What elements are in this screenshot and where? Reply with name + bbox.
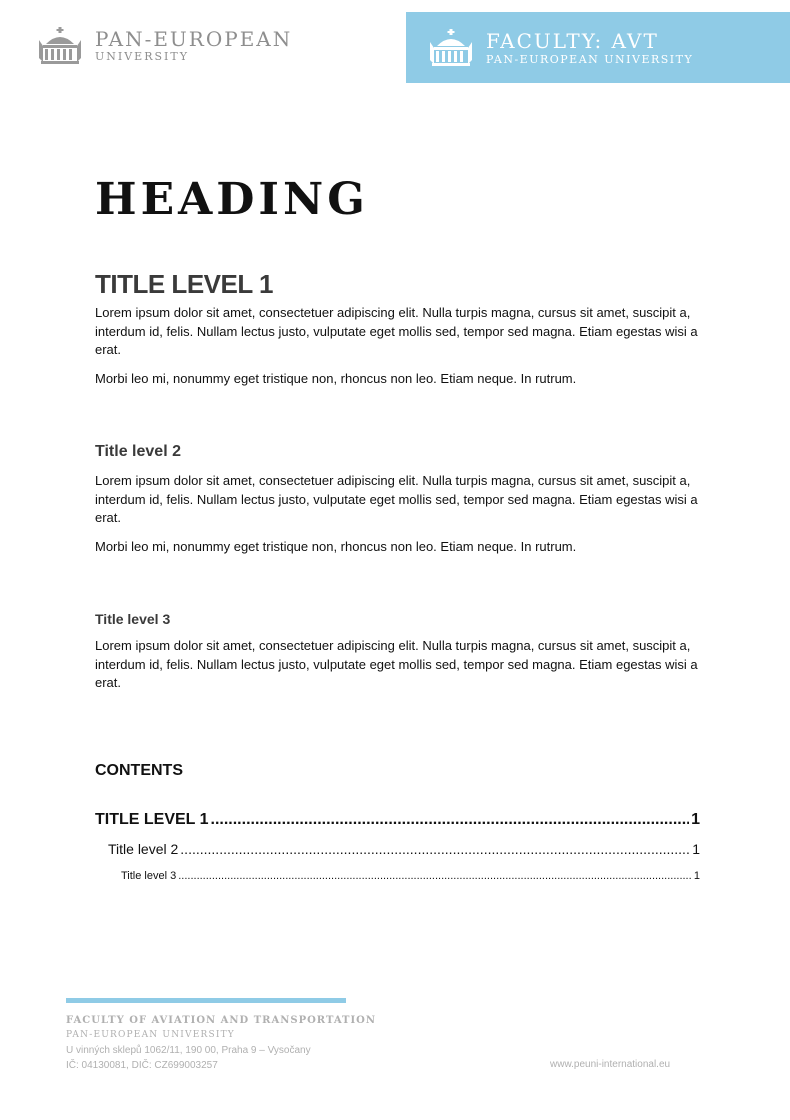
title-level-3: Title level 3: [95, 611, 171, 627]
title-level-2: Title level 2: [95, 443, 181, 460]
toc-leader-dots: [211, 810, 690, 830]
footer-address: U vinných sklepů 1062/11, 190 00, Praha 9 – Vysočany: [66, 1045, 311, 1056]
university-name: PAN-EUROPEAN: [95, 27, 293, 51]
toc-entry-page: 1: [693, 869, 700, 882]
toc-entry-page: 1: [692, 840, 700, 857]
document-body: [95, 170, 700, 883]
toc-entry-label: Title level 3: [121, 869, 177, 882]
university-logo: [38, 26, 292, 66]
faculty-subtitle: PAN-EUROPEAN UNIVERSITY: [486, 52, 694, 66]
footer-accent-bar: [66, 998, 346, 1003]
paragraph: Lorem ipsum dolor sit amet, consectetuer adipiscing elit. Nulla turpis magna, cursus sit amet, suscipit a, interdum id, felis. Nullam lectus justo, vulputate eget mollis sed, tempor sed magna. Etiam egestas wisi a erat.: [95, 305, 698, 357]
toc-entry-level-2[interactable]: [95, 840, 700, 858]
faculty-banner: [406, 12, 790, 83]
faculty-title: FACULTY: AVT: [486, 28, 659, 53]
title-level-1: TITLE LEVEL 1: [95, 269, 273, 299]
toc-entry-label: Title level 2: [108, 840, 179, 857]
university-crest-icon: [38, 26, 82, 66]
faculty-banner-text: [486, 29, 693, 67]
toc-entry-level-3[interactable]: [95, 869, 700, 883]
footer-address-block: [66, 1013, 376, 1073]
toc-entry-level-1[interactable]: [95, 810, 700, 830]
paragraph: Lorem ipsum dolor sit amet, consectetuer adipiscing elit. Nulla turpis magna, cursus sit amet, suscipit a, interdum id, felis. Nullam lectus justo, vulputate eget mollis sed, tempor sed magna. Etiam egestas wisi a erat.: [95, 473, 698, 525]
university-subtitle: UNIVERSITY: [95, 50, 189, 63]
footer-university: PAN-EUROPEAN UNIVERSITY: [66, 1030, 235, 1040]
contents-title: CONTENTS: [95, 761, 183, 779]
university-logo-text: [95, 28, 292, 64]
toc-entry-page: 1: [691, 810, 700, 828]
footer-website-link[interactable]: www.peuni-international.eu: [550, 1059, 671, 1070]
footer-company-ids: IČ: 04130081, DIČ: CZ699003257: [66, 1060, 218, 1071]
toc-entry-label: TITLE LEVEL 1: [95, 810, 209, 828]
faculty-crest-icon: [429, 28, 473, 68]
footer-faculty: FACULTY OF AVIATION AND TRANSPORTATION: [66, 1015, 377, 1026]
document-heading: HEADING: [95, 174, 369, 225]
toc-leader-dots: [178, 869, 692, 883]
paragraph: Lorem ipsum dolor sit amet, consectetuer adipiscing elit. Nulla turpis magna, cursus sit amet, suscipit a, interdum id, felis. Nullam lectus justo, vulputate eget mollis sed, tempor sed magna. Etiam egestas wisi a erat.: [95, 638, 698, 690]
table-of-contents: [95, 810, 700, 883]
paragraph: Morbi leo mi, nonummy eget tristique non, rhoncus non leo. Etiam neque. In rutrum.: [95, 538, 577, 554]
paragraph: Morbi leo mi, nonummy eget tristique non, rhoncus non leo. Etiam neque. In rutrum.: [95, 370, 577, 386]
toc-leader-dots: [180, 840, 690, 858]
